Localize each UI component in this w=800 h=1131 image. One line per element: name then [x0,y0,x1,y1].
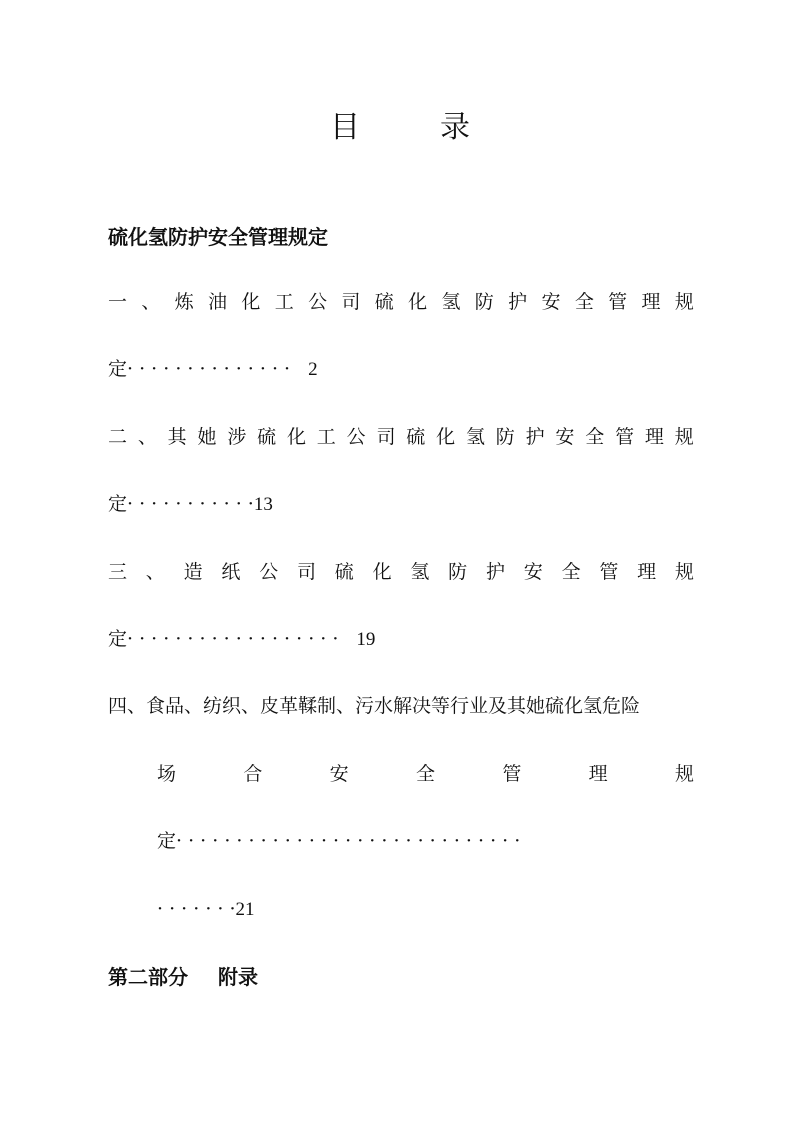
toc-entry-4-char: 合 [243,763,263,785]
toc-entry-2-line-1[interactable] [108,428,694,447]
toc-entry-2-char: 防 [495,426,515,448]
toc-entry-2-page: 13 [253,494,273,515]
toc-entry-3-char: 化 [372,561,392,583]
toc-entry-4-dots-2: · · · · · · · [157,898,236,920]
toc-entry-4-line-4[interactable] [157,900,255,919]
toc-entry-1-char: 护 [508,291,528,313]
toc-entry-1-char: 公 [308,291,328,313]
toc-entry-1-line-1[interactable] [108,293,694,312]
toc-entry-3-char: 司 [296,561,316,583]
toc-entry-4-line-3[interactable] [157,832,520,851]
toc-entry-4-line-1[interactable]: 四、食品、纺织、皮革鞣制、污水解决等行业及其她硫化氢危险 [108,695,641,717]
toc-entry-1-char: 一 [108,291,128,313]
toc-entry-4-dots: · · · · · · · · · · · · · · · · · · · · · · · · · · · · · [176,830,521,852]
toc-entry-2-char: 她 [197,426,217,448]
toc-entry-1-char: 规 [674,291,694,313]
title-char-2: 录 [440,110,470,145]
toc-entry-2-char: 硫 [257,426,277,448]
page-title [0,110,800,145]
toc-entry-1-char: 理 [641,291,661,313]
toc-entry-3-char: 管 [599,561,619,583]
toc-entry-2-line-2[interactable] [108,495,273,514]
toc-entry-3-char: 纸 [221,561,241,583]
toc-entry-1-tail: 定 [108,358,128,380]
toc-entry-3-char: 安 [523,561,543,583]
toc-entry-1-page: 2 [308,359,318,380]
toc-entry-1-char: 化 [408,291,428,313]
section-2-title: 第二部分 [108,965,188,989]
toc-entry-3-char: 造 [183,561,203,583]
toc-entry-2-char: 、 [137,426,157,448]
toc-entry-1-char: 工 [274,291,294,313]
toc-entry-2-char: 硫 [406,426,426,448]
toc-entry-2-tail: 定 [108,493,128,515]
toc-entry-3-char: 公 [259,561,279,583]
section-heading-1[interactable]: 硫化氢防护安全管理规定 [108,225,328,249]
toc-entry-1-char: 硫 [374,291,394,313]
toc-entry-3-char: 全 [561,561,581,583]
toc-entry-1-char: 氢 [441,291,461,313]
toc-entry-2-char: 其 [167,426,187,448]
toc-entry-4-char: 安 [329,763,349,785]
toc-entry-4-char: 管 [502,763,522,785]
toc-entry-3-char: 防 [448,561,468,583]
toc-entry-2-char: 涉 [227,426,247,448]
toc-entry-4-char: 理 [588,763,608,785]
toc-entry-2-dots: · · · · · · · · · · · [127,493,254,515]
toc-entry-4-char: 规 [674,763,694,785]
toc-entry-2-char: 化 [436,426,456,448]
toc-entry-2-char: 二 [108,426,128,448]
toc-entry-3-char: 硫 [334,561,354,583]
toc-entry-2-char: 化 [286,426,306,448]
toc-entry-3-tail: 定 [108,628,128,650]
toc-entry-3-char: 氢 [410,561,430,583]
toc-entry-1-char: 、 [141,291,161,313]
toc-entry-3-char: 规 [674,561,694,583]
toc-entry-4-char: 全 [415,763,435,785]
title-char-1: 目 [330,110,360,145]
toc-entry-4-char: 场 [157,763,177,785]
toc-entry-3-char: 理 [637,561,657,583]
toc-entry-2-char: 理 [644,426,664,448]
toc-entry-2-char: 工 [316,426,336,448]
toc-entry-2-char: 氢 [465,426,485,448]
toc-entry-3-char: 护 [485,561,505,583]
toc-entry-3-line-1[interactable] [108,563,694,582]
toc-entry-3-dots: · · · · · · · · · · · · · · · · · · [127,628,339,650]
toc-entry-1-char: 安 [541,291,561,313]
toc-entry-1-char: 全 [574,291,594,313]
toc-entry-1-char: 化 [241,291,261,313]
toc-entry-2-char: 护 [525,426,545,448]
toc-entry-2-char: 管 [615,426,635,448]
section-heading-2[interactable] [108,967,258,987]
toc-entry-4-tail: 定 [157,830,177,852]
toc-entry-1-char: 炼 [174,291,194,313]
toc-entry-1-dots: · · · · · · · · · · · · · · [127,358,291,380]
toc-entry-1-line-2[interactable] [108,360,318,379]
toc-entry-4-page: 21 [235,899,255,920]
toc-entry-1-char: 油 [208,291,228,313]
section-2-subtitle: 附录 [218,965,258,989]
toc-entry-2-char: 全 [585,426,605,448]
toc-entry-2-char: 规 [674,426,694,448]
toc-entry-1-char: 防 [474,291,494,313]
toc-entry-3-page: 19 [356,629,376,650]
toc-entry-3-line-2[interactable] [108,630,375,649]
toc-entry-2-char: 安 [555,426,575,448]
toc-entry-2-char: 公 [346,426,366,448]
toc-entry-1-char: 管 [608,291,628,313]
toc-entry-1-char: 司 [341,291,361,313]
toc-entry-3-char: 三 [108,561,128,583]
toc-entry-2-char: 司 [376,426,396,448]
toc-entry-3-char: 、 [145,561,165,583]
toc-entry-4-line-2[interactable] [157,765,694,784]
